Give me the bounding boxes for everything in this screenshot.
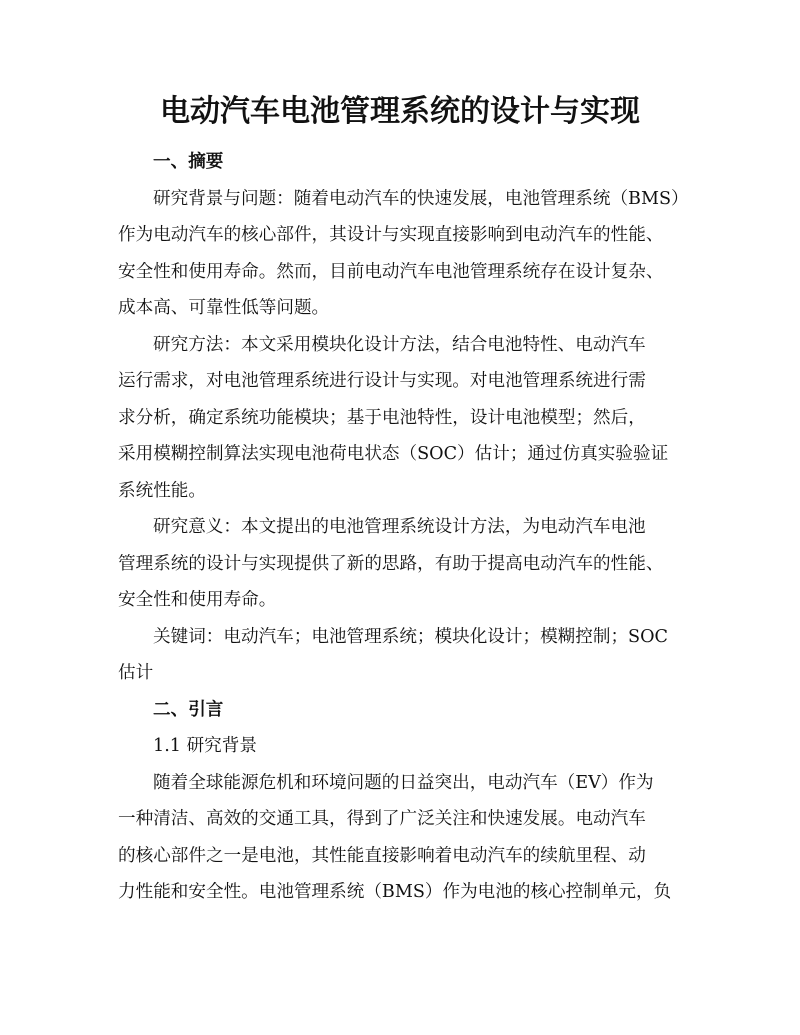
section-heading: 二、引言 — [153, 698, 224, 720]
text-line: 力性能和安全性。电池管理系统（BMS）作为电池的核心控制单元，负 — [118, 882, 672, 902]
text-line: 随着全球能源危机和环境问题的日益突出，电动汽车（EV）作为 — [153, 772, 654, 793]
section-heading: 一、摘要 — [153, 151, 224, 172]
text-line: 管理系统的设计与实现提供了新的思路，有助于提高电动汽车的性能、 — [118, 553, 664, 574]
document-title: 电动汽车电池管理系统的设计与实现 — [160, 94, 640, 129]
document-body — [118, 144, 688, 911]
text-line: 研究方法：本文采用模块化设计方法，结合电池特性、电动汽车 — [153, 334, 646, 355]
text-line: 系统性能。 — [118, 480, 206, 501]
text-line: 一种清洁、高效的交通工具，得到了广泛关注和快速发展。电动汽车 — [118, 809, 646, 829]
text-line: 求分析，确定系统功能模块；基于电池特性，设计电池模型；然后， — [118, 407, 646, 428]
text-line: 运行需求，对电池管理系统进行设计与实现。对电池管理系统进行需 — [118, 371, 646, 391]
text-line: 安全性和使用寿命。然而，目前电动汽车电池管理系统存在设计复杂、 — [118, 261, 664, 282]
text-line: 研究背景与问题：随着电动汽车的快速发展，电池管理系统（BMS） — [153, 188, 689, 209]
text-line: 关键词：电动汽车；电池管理系统；模块化设计；模糊控制；SOC — [153, 626, 668, 647]
text-line: 研究意义：本文提出的电池管理系统设计方法，为电动汽车电池 — [153, 517, 646, 537]
text-line: 采用模糊控制算法实现电池荷电状态（SOC）估计；通过仿真实验验证 — [118, 444, 669, 464]
text-line: 成本高、可靠性低等问题。 — [118, 298, 330, 318]
text-line: 作为电动汽车的核心部件，其设计与实现直接影响到电动汽车的性能、 — [118, 225, 664, 245]
text-line: 估计 — [118, 663, 154, 683]
text-line: 的核心部件之一是电池，其性能直接影响着电动汽车的续航里程、动 — [118, 845, 646, 866]
text-line: 1.1 研究背景 — [153, 736, 257, 756]
text-line: 安全性和使用寿命。 — [118, 590, 277, 610]
